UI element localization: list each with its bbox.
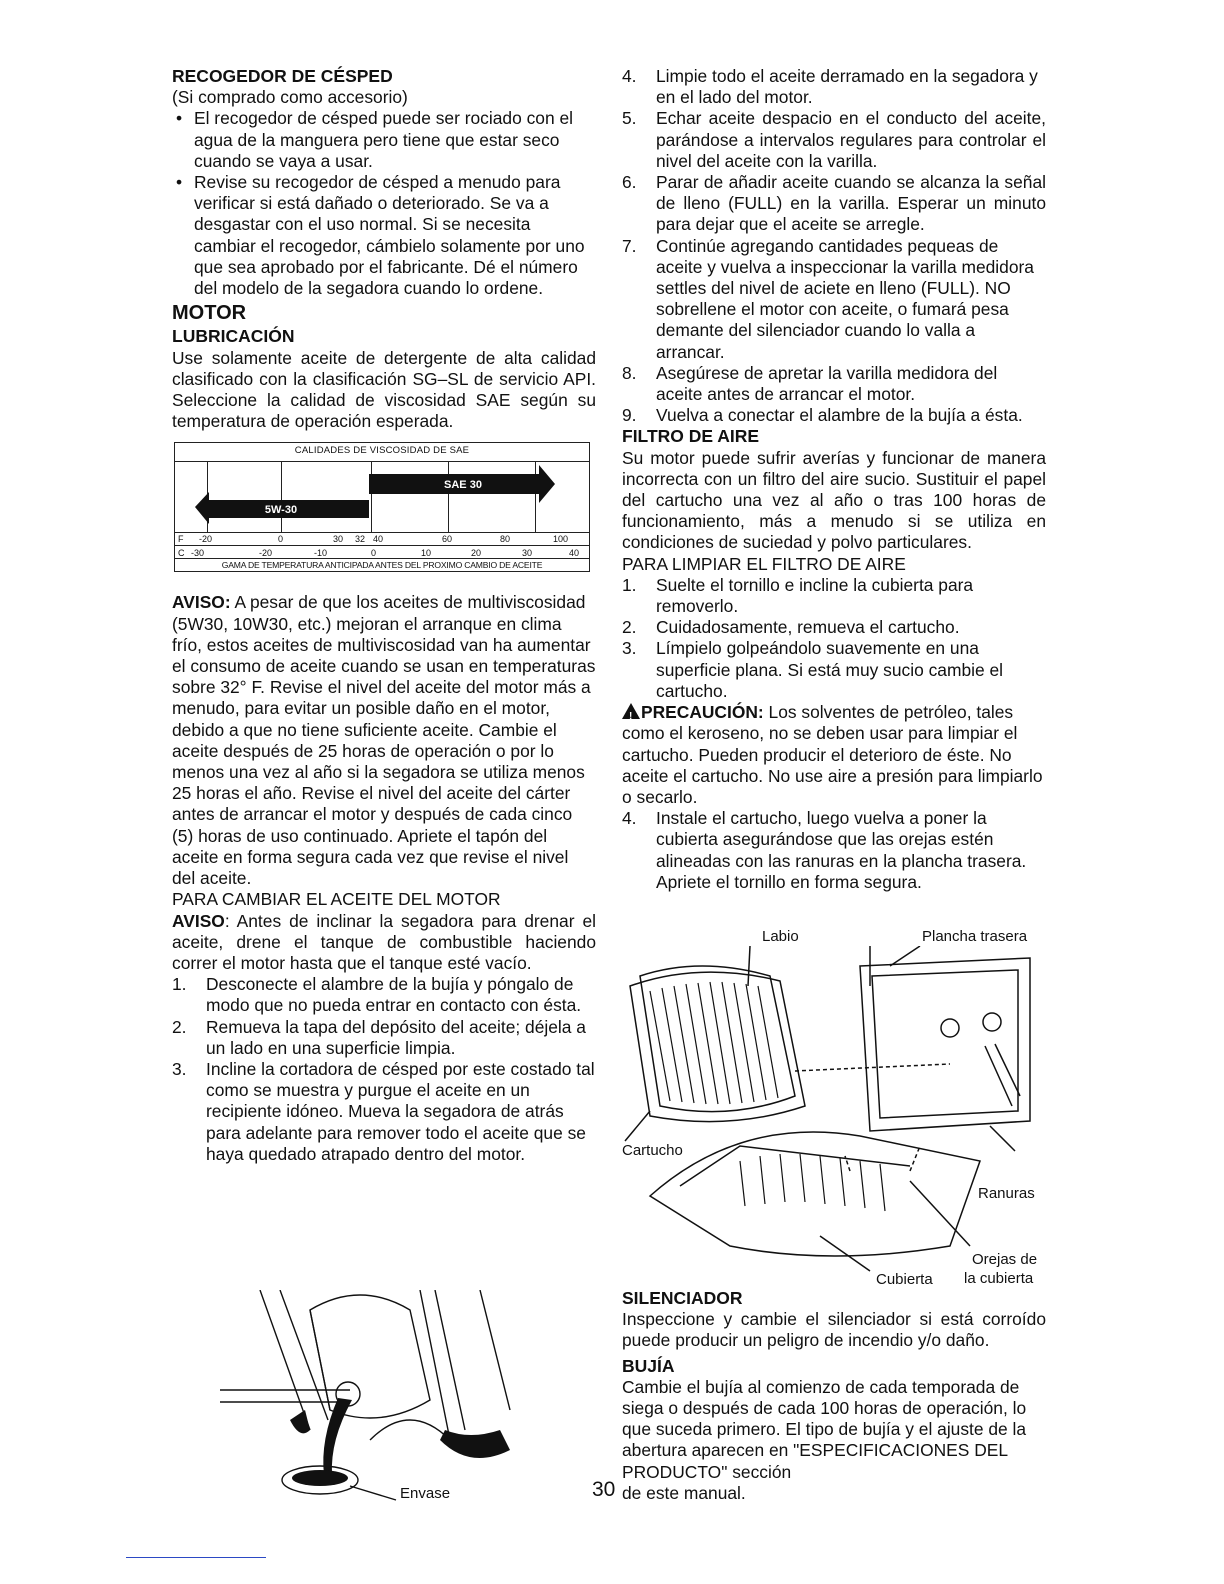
c-tick: 20: [471, 548, 482, 559]
step-number: 6.: [622, 172, 637, 193]
c-tick: -10: [314, 548, 328, 559]
5w30-label: 5W-30: [264, 504, 298, 517]
step-item: [622, 172, 1046, 236]
labio-leader: [748, 946, 750, 986]
aviso-multiviscosidad: [172, 592, 596, 889]
page-number: 30: [592, 1478, 616, 1501]
rib: [780, 1154, 785, 1202]
step-text: Cuidadosamente, remueva el cartucho.: [656, 617, 960, 638]
section-title-limpiar-filtro: PARA LIMPIAR EL FILTRO DE AIRE: [622, 553, 906, 574]
footer-rule: [126, 1557, 266, 1558]
pleat: [722, 982, 742, 1103]
pleat: [710, 982, 730, 1104]
c-tick: 40: [569, 548, 580, 559]
section-title-silenciador: SILENCIADOR: [622, 1288, 743, 1308]
filter-cover: [650, 1132, 980, 1256]
viscosity-arrows: [175, 462, 589, 532]
wheel-dark: [440, 1430, 510, 1458]
cambiar-aceite-steps: [172, 974, 596, 1165]
filter-pleats: [650, 982, 778, 1104]
cartucho-leader: [625, 1111, 650, 1141]
step-item: [172, 1059, 596, 1165]
step-item: [622, 363, 1046, 405]
step-item: [622, 66, 1046, 108]
oil-stream: [323, 1398, 352, 1475]
f-label: F: [178, 534, 184, 545]
right-column-bottom: [622, 1288, 1046, 1504]
rib: [860, 1161, 865, 1208]
recogedor-bullets: [172, 108, 596, 299]
f-tick: 100: [553, 534, 569, 545]
step-number: 2.: [172, 1016, 187, 1037]
section-title-motor: MOTOR: [172, 302, 247, 325]
bujia-text: Cambie el bujía al comienzo de cada temporada de siega o después de cada 100 horas de operación, lo que suceda primero. El tipo de bujía y el ajuste de la abertura aparecen en "ESPECIFICACIONES DEL PRODUCTO" sección: [622, 1376, 1027, 1482]
step-number: 8.: [622, 362, 637, 383]
viscosity-grid: [175, 461, 589, 533]
aviso-text: : Antes de inclinar la segadora para drenar el aceite, drene el tanque de combustible haciendo correr el motor hasta que el tanque esté vacío.: [172, 910, 596, 973]
cubierta-leader: [820, 1236, 870, 1271]
step-text: Suelte el tornillo e incline la cubierta para removerlo.: [656, 574, 974, 617]
wheel-dark: [290, 1410, 310, 1433]
ranuras-leader: [990, 1126, 1015, 1151]
step-text: Parar de añadir aceite cuando se alcanza la señal de lleno (FULL) en la varilla. Esperar un minuto para dejar que el aceite se arregle.: [656, 172, 1046, 235]
oil-drain-illustration: [220, 1290, 520, 1510]
step-text: Asegúrese de apretar la varilla medidora del aceite antes de arrancar el motor.: [656, 362, 998, 405]
mower-edge-line: [420, 1290, 450, 1440]
step-text: Instale el cartucho, luego vuelva a poner la cubierta asegurándose que las orejas estén alineadas con las ranuras en la plancha trasera. Apriete el tornillo en forma segura.: [656, 808, 1027, 892]
c-tick: -30: [191, 548, 205, 559]
step-number: 3.: [172, 1058, 187, 1079]
aviso-label: AVISO: [172, 910, 225, 931]
section-title-recogedor: RECOGEDOR DE CÉSPED: [172, 66, 393, 86]
c-label: C: [178, 548, 185, 559]
step-number: 4.: [622, 808, 637, 829]
c-tick: 10: [421, 548, 432, 559]
warning-icon: [622, 703, 640, 719]
section-title-cambiar-aceite: PARA CAMBIAR EL ACEITE DEL MOTOR: [172, 889, 501, 910]
c-tick: 30: [522, 548, 533, 559]
aviso-text: A pesar de que los aceites de multiviscosidad (5W30, 10W30, etc.) mejoran el arranque en clima frío, estos aceites de multiviscosidad van ha aumentar el consumo de aceite cuando se usan en temperaturas sobre 32° F. Revise el nivel del aceite del motor más a menudo, para evitar un posible daño en el motor, debido a que no tiene suficiente aceite. Cambie el aceite después de 25 horas de operación o por lo menos una vez al año si la segadora se utiliza menos 25 horas el año. Revise el nivel del aceite del cárter antes de arrancar el motor y después de cada cinco (5) horas de uso continuado. Apriete el tapón del aceite en forma segura cada vez que revise el nivel del aceite.: [172, 592, 596, 889]
step-item: [622, 108, 1046, 172]
f-tick: 40: [373, 534, 384, 545]
ranuras-label: Ranuras: [978, 1185, 1035, 1202]
mower-edge-line: [480, 1290, 510, 1410]
step-item: [622, 617, 1046, 638]
rib: [800, 1154, 805, 1202]
step-item: [622, 638, 1046, 702]
rib: [740, 1161, 745, 1206]
step-number: 5.: [622, 108, 637, 129]
step-item: [172, 974, 596, 1016]
pleat: [734, 983, 754, 1102]
step-text: Desconecte el alambre de la bujía y póngalo de modo que no pueda entrar en contacto con ésta.: [206, 974, 582, 1016]
pleat: [698, 983, 718, 1104]
viscosity-chart-footer: GAMA DE TEMPERATURA ANTICIPADA ANTES DEL PROXIMO CAMBIO DE ACEITE: [221, 560, 543, 571]
cover-ribs: [740, 1154, 885, 1211]
wheel-arc: [370, 1420, 450, 1440]
f-tick: 30: [333, 534, 344, 545]
step-text: Límpielo golpeándolo suavemente en una superficie plana. Si está muy sucio cambie el cartucho.: [656, 638, 1004, 701]
step-number: 1.: [622, 574, 637, 595]
step-item: [622, 405, 1046, 426]
mower-edge-line: [260, 1290, 310, 1430]
air-filter-illustration: [620, 946, 1050, 1291]
rib: [880, 1164, 885, 1211]
pleat: [746, 984, 766, 1100]
section-title-lubricacion: LUBRICACIÓN: [172, 326, 295, 347]
step-number: 9.: [622, 405, 637, 426]
cartucho-label: Cartucho: [622, 1142, 683, 1159]
sae30-label: SAE 30: [444, 479, 482, 492]
step-number: 4.: [622, 66, 637, 86]
envase-leader: [350, 1486, 396, 1500]
engine-edge: [310, 1310, 330, 1410]
ear-guide: [910, 1146, 920, 1171]
step-text: Vuelva a conectar el alambre de la bujía a ésta.: [656, 405, 1023, 426]
orejas-label-line1: Orejas de: [972, 1251, 1038, 1268]
rib: [760, 1156, 765, 1204]
pleat: [662, 988, 682, 1102]
rib: [820, 1156, 825, 1204]
silenciador-text: Inspeccione y cambie el silenciador si está corroído puede producir un peligro de incendio y/o daño.: [622, 1309, 1046, 1351]
orejas-label-line2: la cubierta: [964, 1270, 1034, 1287]
step-number: 3.: [622, 638, 637, 659]
mower-edge-line: [280, 1290, 328, 1420]
aviso-label: AVISO:: [172, 592, 231, 613]
recogedor-subtitle: (Si comprado como accesorio): [172, 87, 408, 108]
section-title-bujia: BUJÍA: [622, 1355, 675, 1376]
step-number: 1.: [172, 974, 187, 995]
oil-pool: [292, 1470, 348, 1486]
section-title-filtro: FILTRO DE AIRE: [622, 426, 760, 447]
limpiar-filtro-step4: [622, 808, 1046, 893]
viscosity-chart-title: CALIDADES DE VISCOSIDAD DE SAE: [294, 445, 470, 457]
pleat: [674, 986, 694, 1103]
f-tick: 32: [355, 534, 366, 545]
envase-label: Envase: [400, 1485, 451, 1502]
step-item: [622, 808, 1046, 893]
plate-slot: [985, 1046, 1012, 1106]
cubierta-label: Cubierta: [876, 1271, 933, 1288]
labio-label: Labio: [762, 928, 799, 945]
step-text: Remueva la tapa del depósito del aceite; déjela a un lado en una superficie limpia.: [206, 1016, 586, 1058]
f-tick: 60: [442, 534, 453, 545]
f-tick: 80: [500, 534, 511, 545]
bujia-page-ref: de este manual.: [622, 1482, 746, 1503]
precaucion-note: [622, 702, 1046, 808]
c-tick: -20: [259, 548, 273, 559]
step-text: Incline la cortadora de césped por este costado tal como se muestra y purgue el aceite en un recipiente idóneo. Mueva la segadora de atrás para adelante para remover todo el aceite que se haya quedado atrapado dentro del motor.: [206, 1058, 595, 1164]
viscosity-chart: [174, 442, 590, 572]
plancha-trasera-label: Plancha trasera: [922, 928, 1028, 945]
bullet-item: • El recogedor de césped puede ser rociado con el agua de la manguera pero tiene que estar seco cuando se vaya a usar.: [172, 108, 596, 172]
step-item: [622, 236, 1046, 363]
f-tick: -20: [199, 534, 213, 545]
cover-rim: [680, 1146, 910, 1186]
step-number: 7.: [622, 235, 637, 256]
c-tick: 0: [371, 548, 377, 559]
plate-hole: [941, 1019, 959, 1037]
left-column: [172, 66, 596, 1165]
rib: [840, 1158, 845, 1206]
filter-cartridge: [640, 966, 795, 1112]
step-text: Continúe agregando cantidades pequeas de aceite y vuelva a inspeccionar la varilla medidora settles del nivel de aciete en lleno (FULL). NO sobrellene el motor con aceite, o fumará pesa demante del silenciador cuando lo valla a arrancar.: [656, 235, 1034, 362]
precaucion-label: PRECAUCIÓN:: [641, 702, 764, 723]
step-text: Limpie todo el aceite derramado en la segadora y en el lado del motor.: [656, 66, 1038, 108]
filtro-text: Su motor puede sufrir averías y funcionar de manera incorrecta con un filtro del aire sucio. Sustituir el papel del cartucho una vez al año o tras 100 horas de funcionamiento, más a menudo si se utiliza en condiciones de suciedad y polvo particulares.: [622, 447, 1046, 553]
pleat: [650, 991, 670, 1101]
bullet-item: • Revise su recogedor de césped a menudo para verificar si está dañado o deteriorado. Se va a desgastar con el uso normal. Si se necesita cambiar el recogedor, cámbielo solamente por uno que sea aprobado por el fabricante. Dé el número del modelo de la segadora cuando lo ordene.: [172, 172, 596, 299]
right-column: [622, 66, 1046, 893]
celsius-row: [175, 546, 589, 559]
plate-hole: [983, 1013, 1001, 1031]
step-text: Echar aceite despacio en el conducto del aceite, parándose a intervalos regulares para controlar el nivel del aceite con la varilla.: [656, 108, 1046, 171]
step-item: [622, 575, 1046, 617]
limpiar-filtro-steps: [622, 575, 1046, 702]
plate-slot: [995, 1044, 1020, 1096]
back-plate: [860, 958, 1030, 1131]
alignment-line: [795, 1064, 950, 1071]
fahrenheit-row: [175, 533, 589, 546]
aceite-steps-continued: [622, 66, 1046, 426]
lubricacion-text: Use solamente aceite de detergente de alta calidad clasificado con la clasificación SG–SL de servicio API. Seleccione la calidad de viscosidad SAE según su temperatura de operación esperada.: [172, 347, 596, 432]
aviso-drenar: [172, 911, 596, 975]
f-tick: 0: [278, 534, 284, 545]
back-plate-inner: [872, 970, 1018, 1118]
precaucion-text: Los solventes de petróleo, tales como el keroseno, no se deben usar para limpiar el cartucho. Pueden producir el deterioro de éste. No aceite el cartucho. No use aire a presión para limpiarlo o secarlo.: [622, 702, 1043, 807]
step-item: [172, 1017, 596, 1059]
pleat: [686, 984, 706, 1104]
mower-edge-line: [435, 1290, 465, 1430]
step-number: 2.: [622, 617, 637, 638]
